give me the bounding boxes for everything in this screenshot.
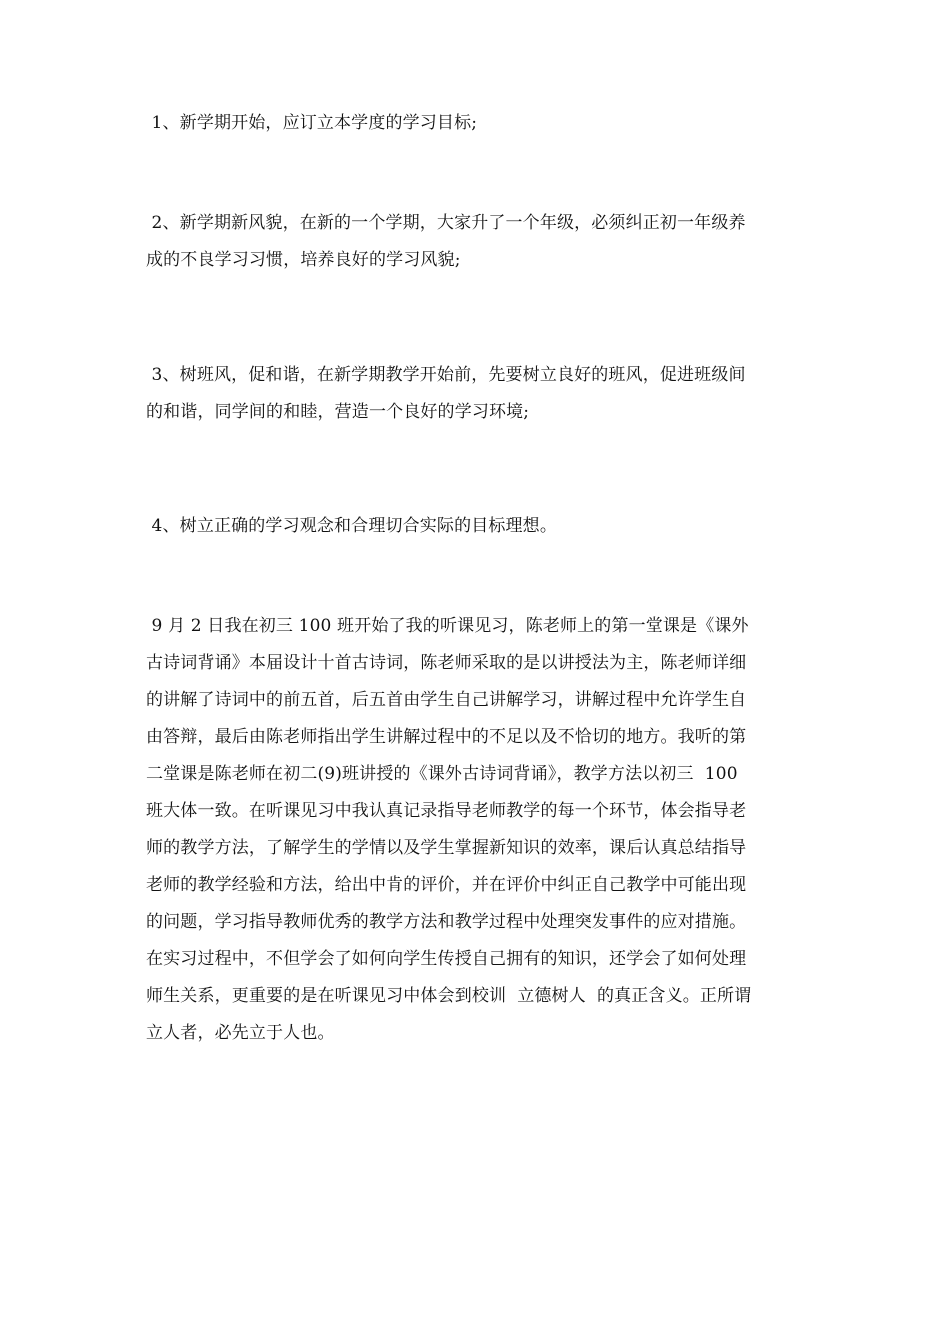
- paragraph-line: 9 月 2 日我在初三 100 班开始了我的听课见习，陈老师上的第一堂课是《课外: [146, 616, 749, 636]
- paragraph-line: 班大体一致。在听课见习中我认真记录指导老师教学的每一个环节，体会指导老: [146, 801, 747, 821]
- paragraph-line: 1、新学期开始，应订立本学度的学习目标;: [146, 113, 478, 133]
- paragraph-goal-1: [146, 105, 816, 142]
- paragraph-line: 老师的教学经验和方法，给出中肯的评价，并在评价中纠正自己教学中可能出现: [146, 875, 747, 895]
- paragraph-goal-2: [146, 205, 816, 279]
- paragraph-line: 立人者，必先立于人也。: [146, 1023, 335, 1043]
- paragraph-line: 在实习过程中，不但学会了如何向学生传授自己拥有的知识，还学会了如何处理: [146, 949, 747, 969]
- paragraph-line: 4、树立正确的学习观念和合理切合实际的目标理想。: [146, 516, 557, 536]
- paragraph-line: 3、树班风，促和谐，在新学期教学开始前，先要树立良好的班风，促进班级间: [146, 365, 746, 385]
- paragraph-goal-3: [146, 357, 816, 431]
- paragraph-line: 的讲解了诗词中的前五首，后五首由学生自己讲解学习，讲解过程中允许学生自: [146, 690, 747, 710]
- paragraph-line: 2、新学期新风貌，在新的一个学期，大家升了一个年级，必须纠正初一年级养: [146, 213, 746, 233]
- paragraph-line: 师生关系，更重要的是在听课见习中体会到校训 立德树人 的真正含义。正所谓: [146, 986, 752, 1006]
- paragraph-line: 由答辩，最后由陈老师指出学生讲解过程中的不足以及不恰切的地方。我听的第: [146, 727, 747, 747]
- paragraph-goal-4: [146, 508, 816, 545]
- paragraph-line: 古诗词背诵》本届设计十首古诗词，陈老师采取的是以讲授法为主，陈老师详细: [146, 653, 747, 673]
- paragraph-line: 师的教学方法，了解学生的学情以及学生掌握新知识的效率，课后认真总结指导: [146, 838, 747, 858]
- paragraph-line: 成的不良学习习惯，培养良好的学习风貌;: [146, 250, 461, 270]
- paragraph-line: 的和谐，同学间的和睦，营造一个良好的学习环境;: [146, 402, 530, 422]
- paragraph-line: 的问题，学习指导教师优秀的教学方法和教学过程中处理突发事件的应对措施。: [146, 912, 747, 932]
- paragraph-observation: [146, 608, 816, 1052]
- paragraph-line: 二堂课是陈老师在初二(9)班讲授的《课外古诗词背诵》，教学方法以初三 100: [146, 764, 738, 784]
